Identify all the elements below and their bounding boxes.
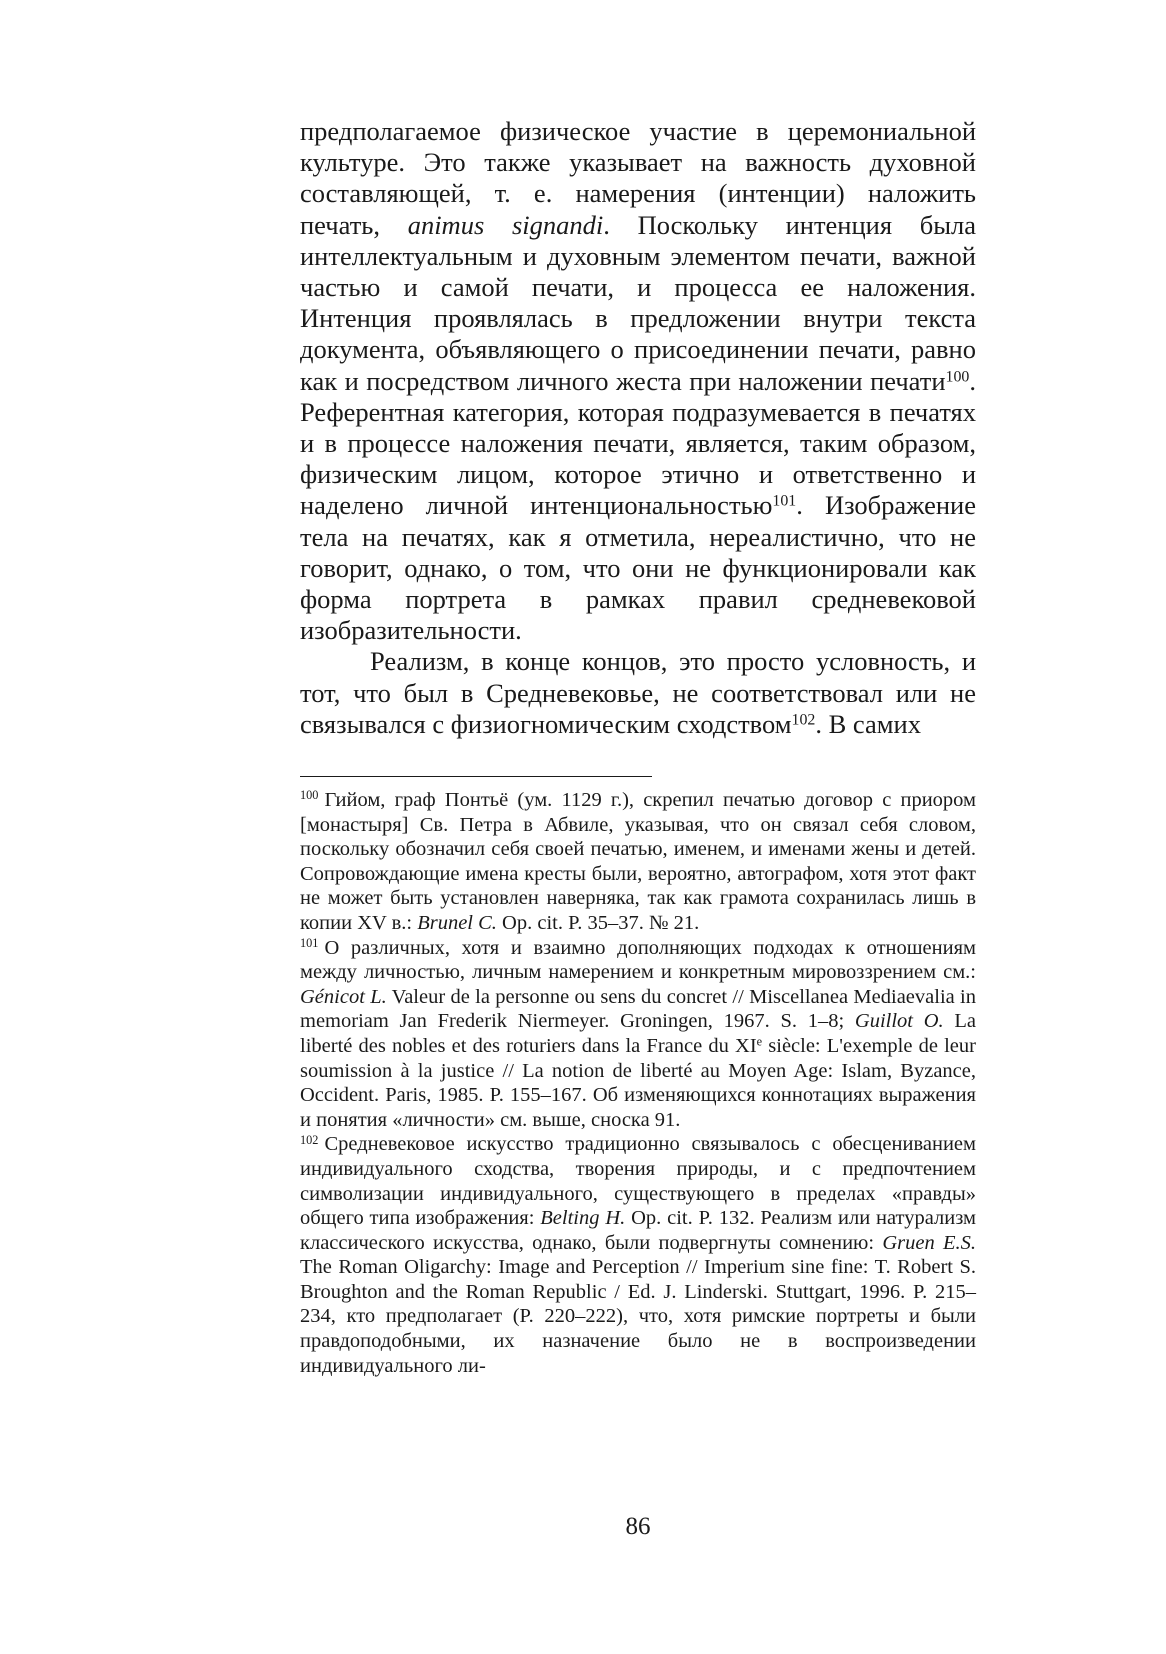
text-run: Op. cit. P. 132. Реализм или натурализм классического искусства, однако, были подвергнуты сомнению: [300, 1207, 976, 1254]
text-run: Op. cit. P. 35–37. № 21. [496, 911, 700, 934]
text-run: предполагаемое физическое участие в церемониальной культуре. Это также указывает на важность духовной составляющей, т. е. намерения (интенции) наложить печать, [300, 116, 976, 240]
text-run: Средневековое искусство традиционно связывалось с обесцениванием индивидуального сходства, творения природы, и с предпочтением символизации индивидуального, существующего в пределах «правды» общего типа изображения: [300, 1133, 976, 1230]
text-run: . Референтная категория, которая подразумевается в печатях и в процессе наложения печати, является, таким образом, физическим лицом, которое этично и ответственно и наделено личной интенциональностью [300, 365, 976, 521]
footnote-102 [300, 1132, 976, 1378]
author-name: Belting H. [540, 1207, 626, 1230]
footnote-number: 101 [300, 935, 319, 950]
text-run: Реализм, в конце концов, это просто условность, и тот, что был в Средневековье, не соответствовал или не связывался с физиогномическим сходством [300, 646, 976, 739]
text-run: Гийом, граф Понтьё (ум. 1129 г.), скрепил печатью договор с приором [монастыря] Св. Петра в Абвиле, указывая, что он связал себя словом, поскольку обозначил себя своей печатью, именем, и именами жены и детей. Сопровождающие имена кресты были, вероятно, автографом, хотя этот факт не может быть установлен наверняка, так как грамота сохранилась лишь в копии XV в.: [300, 789, 976, 934]
text-run: Valeur de la personne ou sens du concret // Miscellanea Mediaevalia in memoriam Jan Frederik Niermeyer. Groningen, 1967. S. 1–8; [300, 985, 976, 1033]
text-run: La liberté des nobles et des roturiers dans la France du XI [300, 1010, 976, 1057]
text-run: . В самих [815, 708, 921, 739]
footnote-101 [300, 936, 976, 1133]
footnote-ref-101[interactable]: 101 [772, 492, 797, 510]
text-run: О различных, хотя и взаимно дополняющих подходах к отношениям между личностью, личным намерением и конкретным мировоззрением см.: [300, 936, 976, 984]
main-text [300, 116, 976, 740]
author-name: Brunel C. [417, 911, 497, 934]
footnote-number: 102 [300, 1132, 319, 1147]
superscript: e [756, 1034, 763, 1049]
text-run: . Поскольку интенция была интеллектуальным и духовным элементом печати, важной частью и самой печати, и процесса ее наложения. Интенция проявлялась в предложении внутри текста документа, объявляющего о присоединении печати, равно как и посредством личного жеста при наложении печати [300, 209, 976, 396]
text-run: . Изображение тела на печатях, как я отметила, нереалистично, что не говорит, однако, о том, что они не функционировали как форма портрета в рамках правил средневековой изобразительности. [300, 490, 976, 646]
latin-term: animus signandi [407, 209, 604, 240]
footnotes [300, 788, 976, 1378]
footnote-ref-102[interactable]: 102 [791, 711, 816, 729]
page-number: 86 [625, 1513, 651, 1540]
text-run: The Roman Oligarchy: Image and Perception // Imperium sine fine: T. Robert S. Broughton and the Roman Republic / Ed. J. Linderski. Stuttgart, 1996. P. 215–234, кто предполагает (P. 220–222), что, хотя римские портреты и были правдоподобными, их назначение было не в воспроизведении индивидуального ли- [300, 1256, 976, 1377]
author-name: Génicot L. [300, 985, 387, 1008]
footnote-100 [300, 788, 976, 936]
paragraph-1 [300, 116, 976, 646]
author-name: Guillot O. [854, 1010, 944, 1033]
footnote-number: 100 [300, 788, 319, 803]
text-run: siècle: L'exemple de leur soumission à la justice // La notion de liberté au Moyen Age: Islam, Byzance, Occident. Paris, 1985. P. 155–167. Об изменяющихся коннотациях выражения и понятия «личности» см. выше, сноска 91. [300, 1034, 976, 1131]
footnote-separator [300, 776, 652, 777]
footnote-ref-100[interactable]: 100 [945, 367, 970, 385]
paragraph-2 [300, 646, 976, 740]
author-name: Gruen E.S. [882, 1231, 976, 1254]
